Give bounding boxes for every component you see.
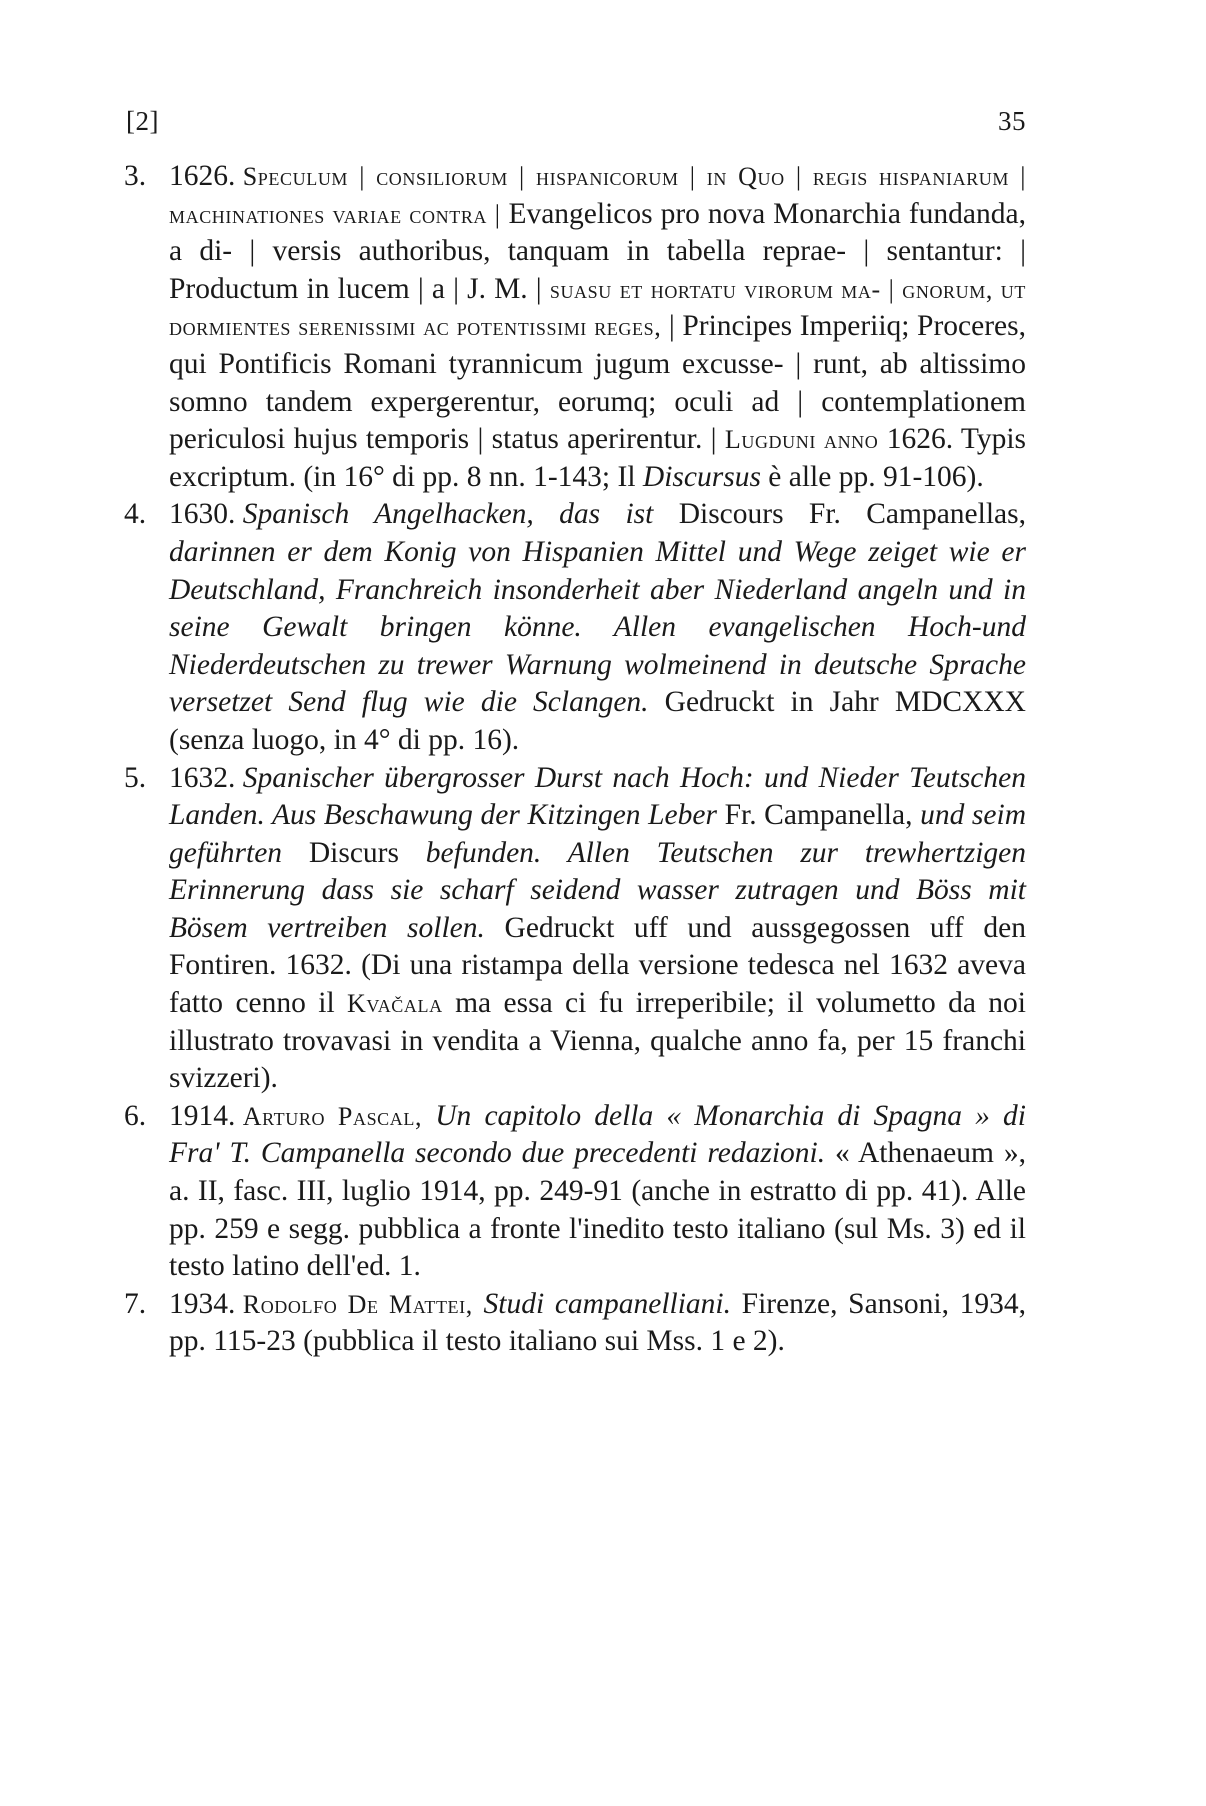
title-italic: Studi campanelliani. [483, 1287, 731, 1320]
entry-text [169, 158, 1026, 496]
entry-number: 7. [124, 1287, 147, 1320]
entry-text [169, 760, 1026, 1098]
title-roman: Discurs [282, 836, 426, 869]
entry-year: 1914. [169, 1099, 236, 1132]
imprint-place: Lugduni anno [724, 425, 879, 455]
imprint-details: « Athenaeum », a. II, fasc. III, luglio 1914, pp. 249-91 (anche in estratto di pp. 41). Alle pp. 259 e segg. pubblica a fronte l'inedito testo italiano (sul Ms. 3) ed il testo latino dell'ed. 1. [169, 1137, 1026, 1283]
entry-year: 1934. [169, 1287, 236, 1320]
bibliography-entry [124, 158, 1026, 496]
entry-number: 4. [124, 498, 147, 531]
title-roman: Discours Fr. Campanellas, [653, 498, 1026, 531]
entry-number: 6. [124, 1099, 147, 1132]
bibliography-entry [124, 760, 1026, 1098]
italic-term: Discursus [642, 460, 761, 493]
title-roman: Fr. Campanella, [716, 799, 921, 832]
entry-text [169, 1286, 1026, 1361]
imprint-details: 1626. Typis excriptum. (in 16° di pp. 8 nn. 1-143; Il [169, 423, 1027, 493]
imprint-details: Gedruckt uff und aussgegossen uff den Fontiren. 1632. (Di una ristampa della versione tedesca nel 1632 aveva fatto cenno il [169, 911, 1026, 1020]
imprint-details: Gedruckt in Jahr MDCXXX (senza luogo, in 4° di pp. 16). [169, 686, 1026, 756]
bibliography-entry [124, 1098, 1026, 1286]
title-smallcaps: suasu et hortatu virorum ma- | gnorum, ut dormientes serenissimi ac potentissimi reges, [169, 274, 1026, 342]
signature-mark: [2] [126, 106, 159, 136]
title-italic: Spanischer übergrosser Durst nach Hoch: und Nieder Teutschen Landen. Aus Beschawung der Kitzingen Leber [169, 761, 1026, 832]
entry-year: 1626. [169, 160, 236, 192]
title-italic: Spanisch Angelhacken, das ist [242, 498, 654, 531]
bibliography-list [124, 158, 1026, 1361]
title-roman: Evangelicos pro nova Monarchia fundanda, a di- | versis authoribus, tanquam in tabella reprae- | sentantur: | Productum in lucem | a | J. M. | [169, 197, 1026, 305]
entry-number: 5. [124, 761, 147, 794]
title-italic: Un capitolo della « Monarchia di Spagna » di Fra' T. Campanella secondo due precedenti redazioni. [169, 1099, 1026, 1170]
entry-text [169, 496, 1026, 759]
author-smallcaps: Arturo Pascal, [242, 1101, 423, 1131]
title-italic: befunden. Allen Teutschen zur trewhertzigen Erinnerung dass sie scharf seidend wasser zutragen und Böss mit Bösem vertreiben sollen. [169, 836, 1026, 944]
entry-number: 3. [124, 160, 147, 192]
entry-text [169, 1098, 1026, 1286]
title-roman: | Principes Imperiiq; Proceres, qui Pontificis Romani tyrannicum jugum excusse- | runt, ab altissimo somno tandem expergerentur, eorumq; oculi ad | contemplationem periculosi hujus temporis | status aperirentur. | [169, 310, 1026, 456]
note-text: ma essa ci fu irreperibile; il volumetto da noi illustrato trovavasi in vendita a Vienna, qualche anno fa, per 15 franchi svizzeri). [169, 987, 1027, 1095]
spacer-text [473, 1288, 484, 1320]
entry-year: 1630. [169, 498, 236, 531]
entry-year: 1632. [169, 761, 236, 794]
title-smallcaps: Speculum | consiliorum | hispanicorum | in Quo | regis hispaniarum | machinationes variae contra | [169, 162, 1026, 229]
author-smallcaps: Kvačala [347, 989, 443, 1019]
bibliography-entry [124, 496, 1026, 759]
page-number: 35 [998, 106, 1026, 136]
bibliography-entry [124, 1286, 1026, 1361]
spacer-text [422, 1100, 435, 1132]
title-italic: darinnen er dem Konig von Hispanien Mittel und Wege zeiget wie er Deutschland, Franchreich insonderheit aber Niederland angeln und in seine Gewalt bringen könne. Allen evangelischen Hoch-und Niederdeutschen zu trewer Warnung wolmeinend in deutsche Sprache versetzet Send flug wie die Sclangen. [169, 535, 1026, 719]
note-text: è alle pp. 91-106). [760, 460, 984, 493]
author-smallcaps: Rodolfo De Mattei, [242, 1289, 473, 1319]
imprint-details: Firenze, Sansoni, 1934, pp. 115-23 (pubblica il testo italiano sui Mss. 1 e 2). [169, 1287, 1027, 1358]
title-italic: und seim geführten [169, 799, 1026, 869]
running-head [126, 106, 1026, 137]
